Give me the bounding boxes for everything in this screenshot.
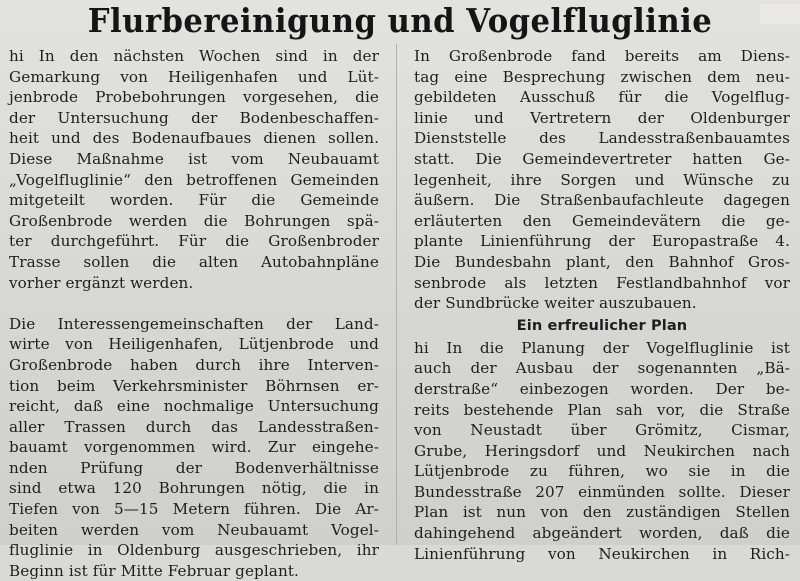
right-paragraph-2 [414,338,790,565]
column-divider [396,44,397,545]
text-line: mitgeteilt worden. Für die Gemeinde [9,191,379,210]
headline: Flurbereinigung und Vogelfluglinie [87,1,713,40]
text-line: plante Linienführung der Europastraße 4. [414,232,790,251]
text-line: heit und des Bodenaufbaues dienen sollen. [9,129,379,148]
text-line: Großenbrode werden die Bohrungen spä- [9,211,379,230]
text-line: aller Trassen durch das Landesstraßen- [9,417,379,436]
text-line: Bundesstraße 207 einmünden sollte. Dieser [414,482,790,501]
text-line: statt. Die Gemeindevertreter hatten Ge- [414,149,790,168]
text-line: Diese Maßnahme ist vom Neubauamt [9,149,379,168]
text-line: beiten werden vom Neubauamt Vogel- [9,520,379,539]
text-line: der Untersuchung der Bodenbeschaffen- [9,108,379,127]
text-line: gebildeten Ausschuß für die Vogelflug- [414,88,790,107]
text-line: Lütjenbrode zu führen, wo sie in die [414,462,790,481]
text-line: hi In die Planung der Vogelfluglinie ist [414,338,790,357]
text-line: dahingehend abgeändert worden, daß die [414,524,790,543]
text-line: jenbrode Probebohrungen vorgesehen, die [9,88,379,107]
text-line: senbrode als letzten Festlandbahnhof vor [414,273,790,292]
text-line: Linienführung von Neukirchen in Rich- [414,544,790,563]
text-line: tion beim Verkehrsminister Böhrnsen er- [9,376,379,395]
right-paragraph-1 [414,46,790,314]
text-line: hi In den nächsten Wochen sind in der [9,47,379,65]
text-line: sind etwa 120 Bohrungen nötig, die in [9,479,379,498]
text-line: vorher ergänzt werden. [9,273,194,292]
text-line: bauamt vorgenommen wird. Zur eingehe- [9,438,379,457]
right-column [414,46,790,564]
text-line: Grube, Heringsdorf und Neukirchen nach [414,441,790,460]
text-line: Großenbrode haben durch ihre Interven- [9,355,379,374]
text-line: auch der Ausbau der sogenannten „Bä- [414,359,790,378]
text-line: Tiefen von 5—15 Metern führen. Die Ar- [9,500,379,519]
text-line: der Sundbrücke weiter auszubauen. [414,294,697,313]
text-line: wirte von Heiligenhafen, Lütjenbrode und [9,335,379,354]
text-line: nden Prüfung der Bodenverhältnisse [9,458,379,477]
text-line: In Großenbrode fand bereits am Diens- [414,47,790,65]
left-paragraph-2 [9,314,379,581]
text-line: tag eine Besprechung zwischen dem neu- [414,67,790,86]
text-line: derstraße“ einbezogen worden. Der be- [414,379,790,398]
text-line: Gemarkung von Heiligenhafen und Lüt- [9,67,379,86]
text-line: ter durchgeführt. Für die Großenbroder [9,232,379,251]
text-line: reicht, daß eine nochmalige Untersuchung [9,397,379,416]
text-line: erläuterten den Gemeindevätern die ge- [414,211,790,230]
text-line: reits bestehende Plan sah vor, die Straße [414,400,790,419]
text-line: äußern. Die Straßenbaufachleute dagegen [414,191,790,210]
text-line: Dienststelle des Landesstraßenbauamtes [414,129,790,148]
text-line: Die Interessengemeinschaften der Land- [9,314,379,333]
text-line: legenheit, ihre Sorgen und Wünsche zu [414,170,790,189]
text-line: Plan ist nun von den zuständigen Stellen [414,503,790,522]
paragraph-gap [9,293,379,314]
subheadline: Ein erfreulicher Plan [516,316,688,334]
text-line: Trasse sollen die alten Autobahnpläne [9,252,379,271]
text-line: Die Bundesbahn plant, den Bahnhof Gros- [414,252,790,271]
text-line: linie und Vertretern der Oldenburger [414,108,790,127]
text-line: „Vogelfluglinie“ den betroffenen Gemeinden [9,170,379,189]
text-line: Beginn ist für Mitte Februar geplant. [9,561,299,580]
left-paragraph-1 [9,46,379,293]
left-column [9,46,379,581]
text-line: fluglinie in Oldenburg ausgeschrieben, ihr [9,541,379,560]
text-line: von Neustadt über Grömitz, Cismar, [414,421,790,440]
